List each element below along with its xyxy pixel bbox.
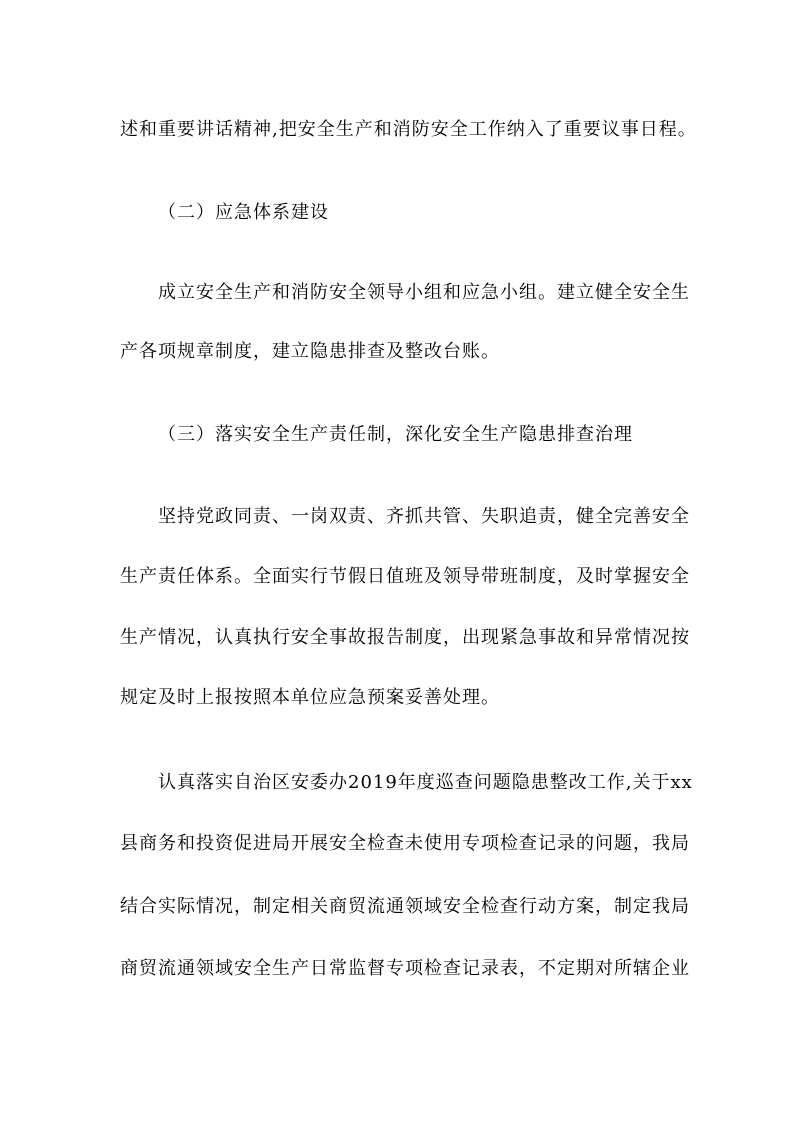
body-line: 生产情况，认真执行安全事故报告制度，出现紧急事故和异常情况按 — [120, 627, 690, 648]
body-line: 坚持党政同责、一岗双责、齐抓共管、失职追责，健全完善安全 — [158, 506, 690, 527]
body-line: 成立安全生产和消防安全领导小组和应急小组。建立健全安全生 — [158, 282, 690, 303]
body-line: 规定及时上报按照本单位应急预案妥善处理。 — [120, 687, 500, 708]
body-line: 述和重要讲话精神,把安全生产和消防安全工作纳入了重要议事日程。 — [120, 119, 697, 140]
body-line: 商贸流通领域安全生产日常监督专项检查记录表，不定期对所辖企业 — [120, 958, 690, 979]
section-heading: （二）应急体系建设 — [158, 202, 329, 223]
body-line: 产各项规章制度，建立隐患排查及整改台账。 — [120, 341, 500, 362]
body-line: 生产责任体系。全面实行节假日值班及领导带班制度，及时掌握安全 — [120, 566, 690, 587]
section-heading: （三）落实安全生产责任制，深化安全生产隐患排查治理 — [158, 424, 633, 445]
body-line: 认真落实自治区安委办2019年度巡查问题隐患整改工作,关于xx — [158, 772, 693, 793]
body-line: 县商务和投资促进局开展安全检查未使用专项检查记录的问题，我局 — [120, 833, 690, 854]
body-line: 结合实际情况，制定相关商贸流通领域安全检查行动方案，制定我局 — [120, 896, 690, 917]
